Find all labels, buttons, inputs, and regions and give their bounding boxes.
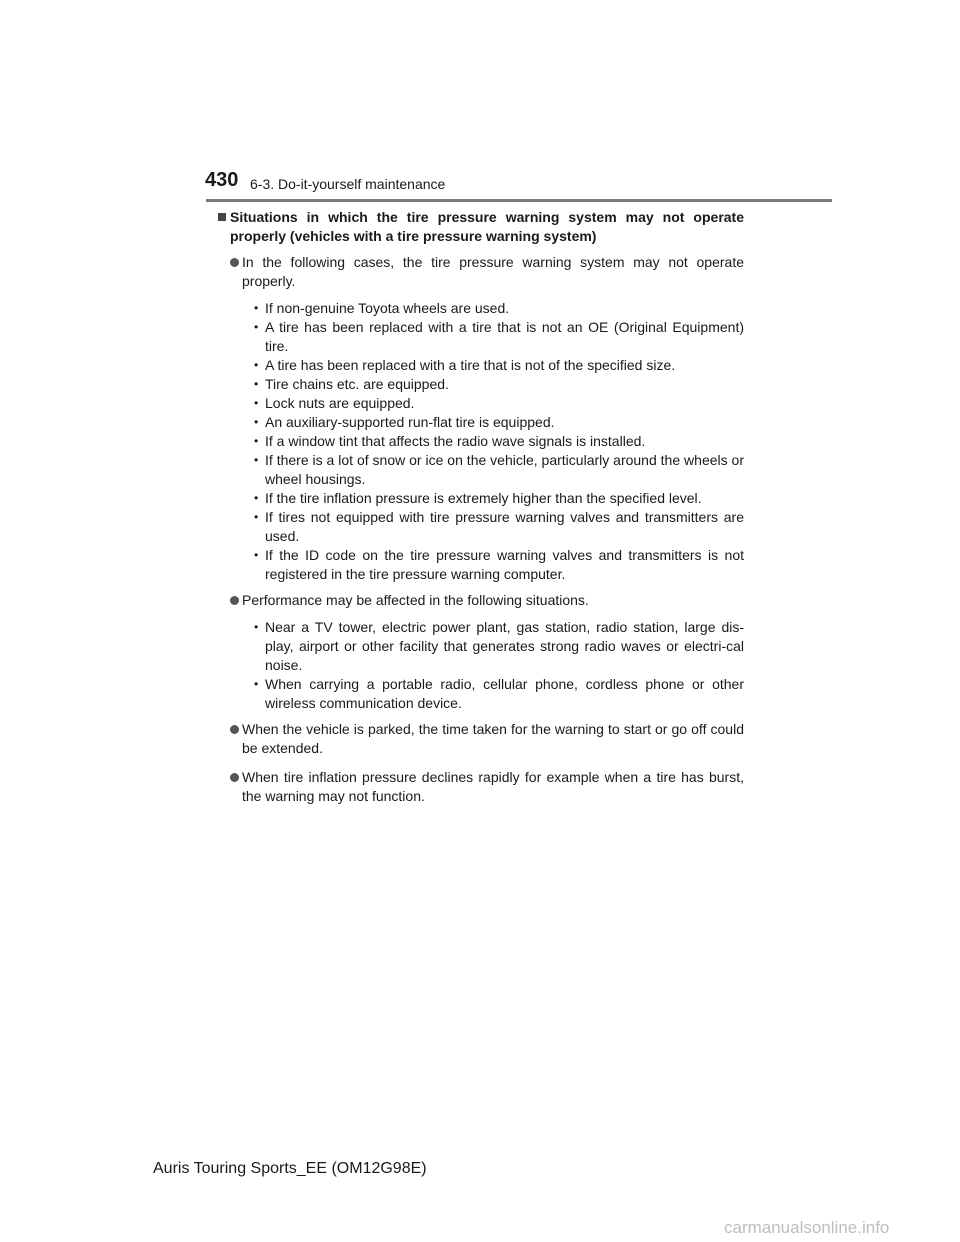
bullet-text: In the following cases, the tire pressure warning system may not operate properly. (242, 254, 744, 289)
round-bullet-icon (230, 258, 239, 267)
header-divider (206, 199, 832, 202)
list-item: • If there is a lot of snow or ice on the vehicle, particularly around the wheels or wheel housings. (254, 451, 744, 489)
round-bullet-icon (230, 596, 239, 605)
list-item: • Near a TV tower, electric power plant, gas station, radio station, large dis-play, airport or other facility that generates strong radio waves or electri-cal noise. (254, 618, 744, 675)
page-number: 430 (205, 169, 239, 191)
list-item: • An auxiliary-supported run-flat tire is equipped. (254, 413, 744, 432)
section-heading (218, 208, 744, 246)
bullet-paragraph (218, 591, 744, 610)
sub-list (218, 618, 744, 713)
round-bullet-icon (230, 725, 239, 734)
list-item: • If a window tint that affects the radio wave signals is installed. (254, 432, 744, 451)
sub-list (218, 299, 744, 584)
round-bullet-icon (230, 773, 239, 782)
bullet-paragraph (218, 768, 744, 806)
list-item: • Lock nuts are equipped. (254, 394, 744, 413)
watermark: carmanualsonline.info (724, 1218, 890, 1237)
section-title: 6-3. Do-it-yourself maintenance (250, 176, 446, 192)
list-item: • A tire has been replaced with a tire that is not an OE (Original Equipment) tire. (254, 318, 744, 356)
section-heading-text: Situations in which the tire pressure warning system may not operate properly (vehicles with a tire pressure warning system) (230, 209, 744, 244)
main-content (218, 208, 744, 806)
list-item: • When carrying a portable radio, cellular phone, cordless phone or other wireless communication device. (254, 675, 744, 713)
square-bullet-icon (218, 213, 226, 221)
list-item: • Tire chains etc. are equipped. (254, 375, 744, 394)
bullet-text: When tire inflation pressure declines rapidly for example when a tire has burst, the warning may not function. (242, 769, 744, 804)
list-item: • A tire has been replaced with a tire that is not of the specified size. (254, 356, 744, 375)
bullet-text: When the vehicle is parked, the time taken for the warning to start or go off could be extended. (242, 721, 744, 756)
list-item: • If the tire inflation pressure is extremely higher than the specified level. (254, 489, 744, 508)
bullet-text: Performance may be affected in the following situations. (242, 592, 589, 608)
list-item: • If tires not equipped with tire pressure warning valves and transmitters are used. (254, 508, 744, 546)
bullet-paragraph (218, 720, 744, 758)
footer-model-text: Auris Touring Sports_EE (OM12G98E) (153, 1160, 427, 1177)
list-item: • If the ID code on the tire pressure warning valves and transmitters is not registered in the tire pressure warning computer. (254, 546, 744, 584)
list-item: • If non-genuine Toyota wheels are used. (254, 299, 744, 318)
bullet-paragraph (218, 253, 744, 291)
